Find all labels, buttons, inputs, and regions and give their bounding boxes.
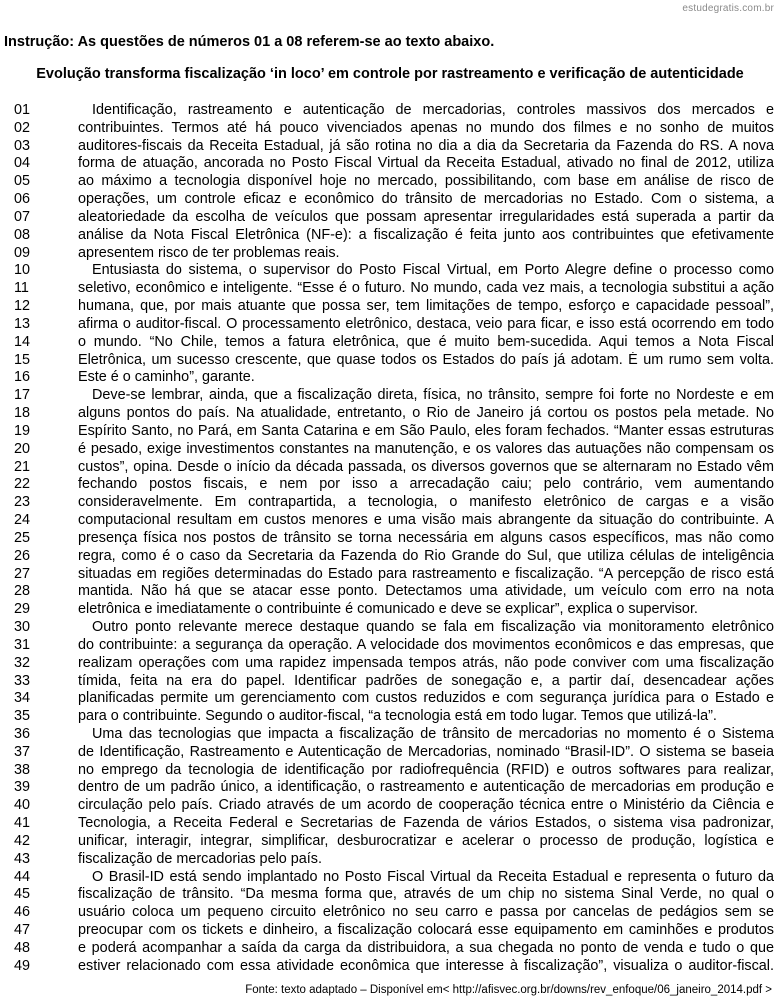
line-number: 30 [14,619,31,636]
line-text: O Brasil-ID está sendo implantado no Posto Fiscal Virtual da Receita Estadual e representa o futuro da [92,868,774,885]
line-text: afirma o auditor-fiscal. O processamento eletrônico, destaca, veio para ficar, e isso está ocorrendo em todo [78,315,774,332]
line-number: 36 [14,725,31,742]
text-line [14,886,774,904]
text-line [14,494,774,512]
line-text: Tecnologia, a Receita Federal e Secretarias de Fazenda de vários Estados, o sistema visa padronizar, [78,815,774,832]
line-text: Identificação, rastreamento e autenticação de mercadorias, controles massivos dos mercados e [92,102,774,118]
line-number: 44 [14,868,31,885]
line-number: 45 [14,886,31,903]
text-line [14,138,774,156]
text-line [14,530,774,548]
line-number: 22 [14,476,31,493]
line-text: estiver relacionado com essa atividade econômica que interesse à fiscalização”, visualiza o auditor-fiscal. [78,957,774,974]
line-number: 41 [14,815,31,832]
text-line [14,619,774,637]
line-number: 14 [14,333,31,350]
line-text: dentro de um padrão único, a identificação, o rastreamento e autenticação de mercadorias em produção e [78,779,774,796]
text-line [14,566,774,584]
text-line [14,673,774,691]
line-text: fiscalização de mercadorias pelo país. [78,850,322,867]
line-number: 33 [14,672,31,689]
line-number: 17 [14,387,31,404]
text-line [14,209,774,227]
text-line [14,316,774,334]
line-number: 07 [14,208,31,225]
line-text: circulação pelo país. Criado através de um acordo de cooperação técnica entre o Ministério da Ciência e [78,797,774,814]
line-number: 37 [14,743,31,760]
text-line [14,583,774,601]
line-text: de Identificação, Rastreamento e Autenticação de Mercadorias, nominado “Brasil-ID”. O sistema se baseia [78,743,774,760]
text-line [14,655,774,673]
line-text: aleatoriedade da escolha de veículos que possam apresentar irregularidades está superada a partir da [78,208,774,225]
text-line [14,690,774,708]
line-number: 03 [14,137,31,154]
line-number: 39 [14,779,31,796]
line-number: 49 [14,957,31,974]
text-line [14,173,774,191]
line-number: 48 [14,939,31,956]
text-line [14,548,774,566]
line-text: no emprego da tecnologia de identificação por radiofrequência (RFID) e outros softwares para realizar, [78,761,774,778]
line-number: 46 [14,904,31,921]
text-line [14,423,774,441]
text-line [14,120,774,138]
line-text: planificadas permite um gerenciamento com custos reduzidos e com segurança jurídica para o Estado e [78,690,774,707]
text-line [14,637,774,655]
text-line [14,815,774,833]
line-text: realizam operações com uma rapidez impensada tempos atrás, não pode conviver com uma fiscalização [78,654,774,671]
text-line [14,922,774,940]
line-number: 31 [14,636,31,653]
text-line [14,797,774,815]
line-text: análise da Nota Fiscal Eletrônica (NF-e): a fiscalização é feita junto aos contribuintes que efetivamente [78,226,774,243]
line-text: contribuintes. Termos até há pouco vivenciados apenas no mundo dos filmes e no sonho de muitos [78,119,774,136]
site-watermark: estudegratis.com.br [682,3,774,14]
line-text: preocupar com os tickets e dinheiro, a fiscalização colocará esse equipamento em caminhões e produtos [78,922,774,939]
line-number: 10 [14,262,31,279]
line-text: regra, como é o caso da Secretaria da Fazenda do Rio Grande do Sul, que utiliza células de inteligência [78,547,774,564]
line-text: do contribuinte: a segurança da operação. A velocidade dos movimentos econômicos e das empresas, que [78,636,774,653]
text-line [14,601,774,619]
line-text: situadas em regiões determinadas do Estado para rastreamento e fiscalização. “A percepção de risco está [78,565,774,582]
line-text: unificar, interagir, integrar, simplificar, desburocratizar e acelerar o processo de produção, logística e [78,832,774,849]
line-number: 01 [14,102,31,118]
line-number: 11 [14,280,29,297]
line-text: custos”, opina. Desde o início da década passada, os diversos governos que se alternaram no Estado vêm [78,458,774,475]
line-number: 13 [14,315,31,332]
line-number: 34 [14,690,31,707]
text-line [14,191,774,209]
line-number: 12 [14,298,31,315]
line-text: ao máximo a tecnologia disponível hoje no mercado, possibilitando, com base em análise de risco de [78,173,774,190]
text-line [14,512,774,530]
line-number: 26 [14,547,31,564]
line-number: 40 [14,797,31,814]
line-text: eletrônica e imediatamente o contribuinte é comunicado e deve se explicar”, explica o supervisor. [78,601,698,618]
line-number: 18 [14,405,31,422]
source-citation: Fonte: texto adaptado – Disponível em< http://afisvec.org.br/downs/rev_enfoque/06_janeiro_2014.pdf > [245,984,772,996]
line-number: 25 [14,529,31,546]
line-number: 05 [14,173,31,190]
line-text: Espírito Santo, no Pará, em Santa Catarina e em São Paulo, eles foram fechados. “Manter essas estruturas [78,422,774,439]
line-number: 24 [14,512,31,529]
text-line [14,958,774,976]
line-number: 20 [14,440,31,457]
line-text: auditores-fiscais da Receita Estadual, já são rotina no dia a dia da Secretaria da Fazenda do RS. A nova [78,137,774,154]
article-title: Evolução transforma fiscalização ‘in loco’ em controle por rastreamento e verificação de autenticidade [36,66,744,82]
line-number: 23 [14,494,31,511]
line-text: apresentem risco de ter problemas reais. [78,244,340,261]
text-line [14,904,774,922]
line-number: 28 [14,583,31,600]
line-text: fechando postos fiscais, e nem por isso a arrecadação caiu; pelo contrário, vem aumentando [78,476,774,493]
line-text: usuário coloca um pequeno circuito eletrônico no seu carro e passa por cancelas de pedágios sem se [78,904,774,921]
line-text: Outro ponto relevante merece destaque quando se fala em fiscalização via monitoramento eletrônico [92,619,774,636]
line-text: o mundo. “No Chile, temos a fatura eletrônica, que é muito bem-sucedida. Aqui temos a Nota Fiscal [78,333,774,350]
text-line [14,262,774,280]
line-number: 21 [14,458,31,475]
line-text: tímida, feita na era do papel. Identificar padrões de sonegação e, a partir daí, desencadear ações [78,672,774,689]
line-text: computacional resultam em custos menores e uma visão mais abrangente da situação do contribuinte. A [78,512,774,529]
text-line [14,744,774,762]
line-text: Deve-se lembrar, ainda, que a fiscalização direta, física, no trânsito, sempre foi forte no Nordeste e em [92,387,774,404]
line-text: Uma das tecnologias que impacta a fiscalização de trânsito de mercadorias no momento é o Sistema [92,725,774,742]
line-text: operações, um controle eficaz e econômico do trânsito de mercadorias no Estado. Com o sistema, a [78,191,774,208]
text-line [14,833,774,851]
line-text: Eletrônica, um sucesso crescente, que quase todos os Estados do país já adotam. É um rumo sem volta. [78,351,774,368]
text-line [14,387,774,405]
text-line [14,155,774,173]
line-number: 29 [14,601,31,618]
line-number: 32 [14,654,31,671]
text-line [14,352,774,370]
text-line [14,441,774,459]
line-number: 04 [14,155,31,172]
line-number: 47 [14,922,31,939]
instruction-heading: Instrução: As questões de números 01 a 08 referem-se ao texto abaixo. [4,34,495,50]
line-text: Este é o caminho”, garante. [78,369,255,386]
text-line [14,459,774,477]
text-line [14,298,774,316]
line-text: humana, que, por mais atuante que possa ser, tem limitações de tempo, esforço e capacidade pessoal”, [78,298,774,315]
text-line [14,726,774,744]
line-number: 38 [14,761,31,778]
line-text: seletivo, econômico e inteligente. “Esse é o futuro. No mundo, cada vez mais, a tecnologia substitui a ação [78,280,774,297]
line-text: consideravelmente. Em contrapartida, a tecnologia, o manifesto eletrônico de cargas e a visão [78,494,774,511]
line-text: forma de atuação, ancorada no Posto Fiscal Virtual da Receita Estadual, ativado no final de 2012, utiliza [78,155,774,172]
text-line [14,405,774,423]
line-number: 42 [14,832,31,849]
text-line [14,102,774,120]
text-line [14,245,774,263]
line-number: 08 [14,226,31,243]
line-number: 06 [14,191,31,208]
text-line [14,762,774,780]
line-number: 43 [14,850,31,867]
line-number: 02 [14,119,31,136]
line-number: 16 [14,369,31,386]
text-line [14,869,774,887]
text-line [14,779,774,797]
text-line [14,708,774,726]
line-number: 19 [14,422,31,439]
line-number: 15 [14,351,31,368]
line-text: mantida. Não há que se atacar esse ponto. Detectamos uma atividade, um veículo com erro na nota [78,583,774,600]
line-text: fiscalização de trânsito. “Da mesma forma que, através de um chip no sistema Sinal Verde, no qual o [78,886,774,903]
line-number: 09 [14,244,31,261]
line-text: e poderá acompanhar a saída da carga da distribuidora, a sua chegada no ponto de venda e tudo o que [78,939,774,956]
line-text: para o contribuinte. Segundo o auditor-fiscal, “a tecnologia está em todo lugar. Temos que utilizá-la”. [78,708,717,725]
text-line [14,334,774,352]
line-number: 35 [14,708,31,725]
line-text: é pesado, exige investimentos constantes na manutenção, e os valores das autuações não compensam os [78,440,774,457]
line-text: alguns pontos do país. Na atualidade, entretanto, o Rio de Janeiro já cortou os postos pela metade. No [78,405,774,422]
line-text: Entusiasta do sistema, o supervisor do Posto Fiscal Virtual, em Porto Alegre define o processo como [92,262,774,279]
text-line [14,851,774,869]
article-body [14,102,774,976]
text-line [14,369,774,387]
text-line [14,280,774,298]
line-text: presença física nos postos de trânsito se torna necessária em alguns casos específicos, mas não como [78,529,774,546]
text-line [14,227,774,245]
text-line [14,476,774,494]
text-line [14,940,774,958]
line-number: 27 [14,565,31,582]
